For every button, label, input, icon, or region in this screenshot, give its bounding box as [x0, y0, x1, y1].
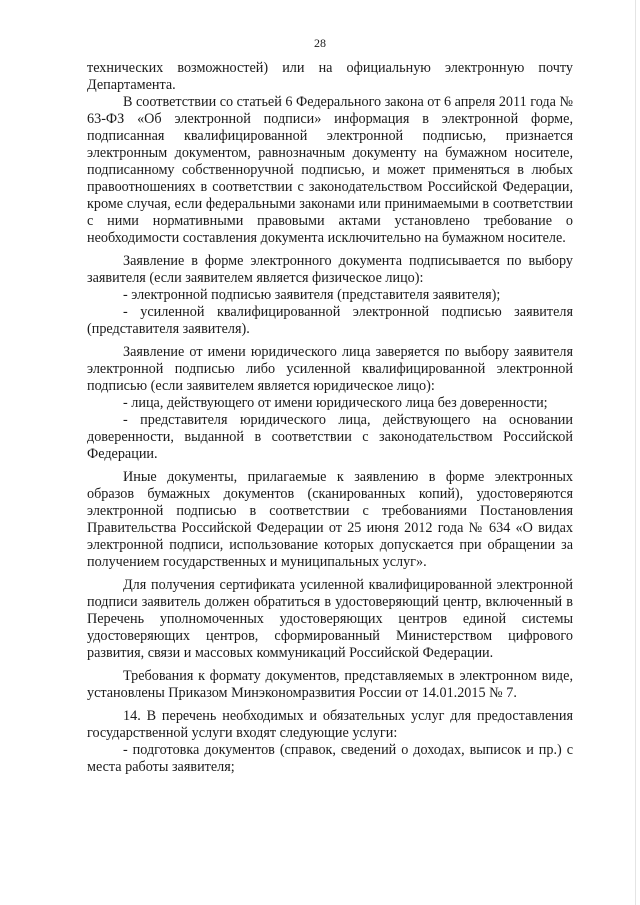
paragraph-item-14: 14. В перечень необходимых и обязательных услуг для предоставления государственной услуги входят следующие услуги:: [87, 708, 573, 741]
list-item-simple-signature: - электронной подписью заявителя (представителя заявителя);: [123, 287, 501, 303]
list-item-without-power-of-attorney: - лица, действующего от имени юридического лица без доверенности;: [123, 395, 548, 411]
list-item-with-power-of-attorney: - представителя юридического лица, действующего на основании доверенности, выданной в соответствии с законодательством Российской Федерации.: [87, 412, 573, 462]
paragraph-continuation: технических возможностей) или на официальную электронную почту Департамента.: [87, 60, 573, 93]
list-item-document-preparation: - подготовка документов (справок, сведений о доходах, выписок и пр.) с места работы заявителя;: [87, 742, 573, 775]
paragraph-certificate: Для получения сертификата усиленной квалифицированной электронной подписи заявитель должен обратиться в удостоверяющий центр, включенный в Перечень уполномоченных удостоверяющих центров единой системы удостоверяющих центров, сформированный Министерством цифрового развития, связи и массовых коммуникаций Российской Федерации.: [87, 577, 573, 661]
document-body: [87, 60, 573, 776]
paragraph-attached-documents: Иные документы, прилагаемые к заявлению в форме электронных образов бумажных документов (сканированных копий), удостоверяются электронной подписью в соответствии с требованиями Постановления Правительства Российской Федерации от 25 июня 2012 года № 634 «О видах электронной подписи, использование которых допускается при обращении за получением государственных и муниципальных услуг».: [87, 469, 573, 570]
paragraph-legal-entity-signing: Заявление от имени юридического лица заверяется по выбору заявителя электронной подписью либо усиленной квалифицированной электронной подписью (если заявителем является юридическое лицо):: [87, 344, 573, 394]
list-item-qualified-signature: - усиленной квалифицированной электронной подписью заявителя (представителя заявителя).: [87, 304, 573, 337]
paragraph-electronic-signature-law: В соответствии со статьей 6 Федерального закона от 6 апреля 2011 года № 63-ФЗ «Об электронной подписи» информация в электронной форме, подписанная квалифицированной электронной подписью, признается электронным документом, равнозначным документу на бумажном носителе, подписанному собственноручной подписью, и может применяться в любых правоотношениях в соответствии с законодательством Российской Федерации, кроме случая, если федеральными законами или принимаемыми в соответствии с ними нормативными правовыми актами установлено требование о необходимости составления документа исключительно на бумажном носителе.: [87, 94, 573, 246]
page-edge-line: [635, 0, 636, 905]
page-number: 28: [314, 36, 326, 50]
paragraph-format-requirements: Требования к формату документов, представляемых в электронном виде, установлены Приказом Минэкономразвития России от 14.01.2015 № 7.: [87, 668, 573, 701]
paragraph-individual-signing: Заявление в форме электронного документа подписывается по выбору заявителя (если заявителем является физическое лицо):: [87, 253, 573, 286]
